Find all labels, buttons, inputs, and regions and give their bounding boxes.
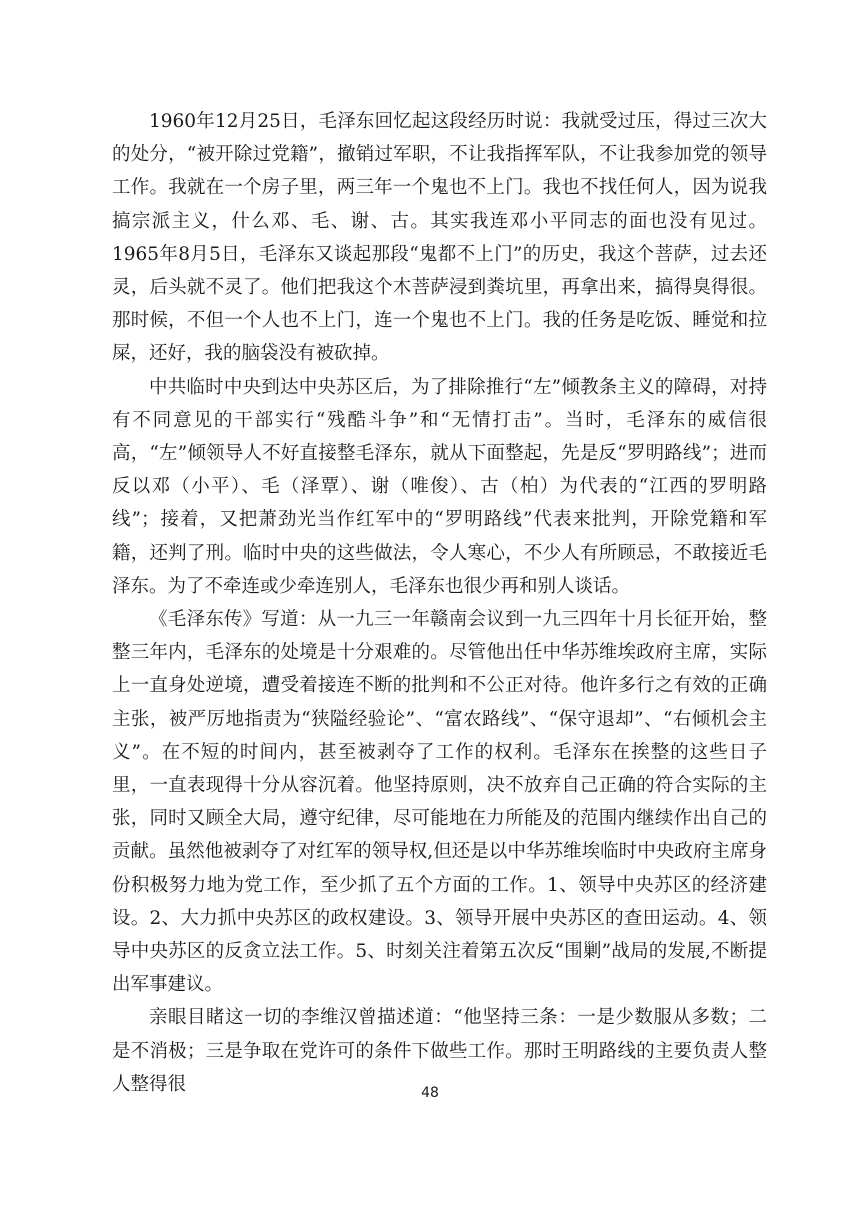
paragraph-3: 《毛泽东传》写道：从一九三一年赣南会议到一九三四年十月长征开始，整整三年内，毛泽东的处境是十分艰难的。尽管他出任中华苏维埃政府主席，实际上一直身处逆境，遭受着接连不断的批判和不公正对待。他许多行之有效的正确主张，被严厉地指责为“狭隘经验论”、“富农路线”、“保守退却”、“右倾机会主义”。在不短的时间内，甚至被剥夺了工作的权利。毛泽东在挨整的这些日子里，一直表现得十分从容沉着。他坚持原则，决不放弃自己正确的符合实际的主张，同时又顾全大局，遵守纪律，尽可能地在力所能及的范围内继续作出自己的贡献。虽然他被剥夺了对红军的领导权,但还是以中华苏维埃临时中央政府主席身份积极努力地为党工作，至少抓了五个方面的工作。1、领导中央苏区的经济建设。2、大力抓中央苏区的政权建设。3、领导开展中央苏区的查田运动。4、领导中央苏区的反贪立法工作。5、时刻关注着第五次反“围剿”战局的发展,不断提出军事建议。 [112,609,767,996]
page-number: 48 [421,1085,439,1101]
document-body [112,105,767,1101]
paragraph-4: 亲眼目睹这一切的李维汉曾描述道：“他坚持三条：一是少数服从多数；二是不消极；三是争取在党许可的条件下做些工作。那时王明路线的主要负责人整人整得很 [112,1007,767,1095]
paragraph-1: 1960年12月25日，毛泽东回忆起这段经历时说：我就受过压，得过三次大的处分，“被开除过党籍”，撤销过军职，不让我指挥军队，不让我参加党的领导工作。我就在一个房子里，两三年一个鬼也不上门。我也不找任何人，因为说我搞宗派主义，什么邓、毛、谢、古。其实我连邓小平同志的面也没有见过。1965年8月5日，毛泽东又谈起那段“鬼都不上门”的历史，我这个菩萨，过去还灵，后头就不灵了。他们把我这个木菩萨浸到粪坑里，再拿出来，搞得臭得很。那时候，不但一个人也不上门，连一个鬼也不上门。我的任务是吃饭、睡觉和拉屎，还好，我的脑袋没有被砍掉。 [112,111,767,365]
paragraph-2: 中共临时中央到达中央苏区后，为了排除推行“左”倾教条主义的障碍，对持有不同意见的干部实行“残酷斗争”和“无情打击”。当时，毛泽东的威信很高，“左”倾领导人不好直接整毛泽东，就从下面整起，先是反“罗明路线”；进而反以邓（小平）、毛（泽覃）、谢（唯俊）、古（柏）为代表的“江西的罗明路线”；接着，又把萧劲光当作红军中的“罗明路线”代表来批判，开除党籍和军籍，还判了刑。临时中央的这些做法，令人寒心，不少人有所顾忌，不敢接近毛泽东。为了不牵连或少牵连别人，毛泽东也很少再和别人谈话。 [112,376,767,597]
